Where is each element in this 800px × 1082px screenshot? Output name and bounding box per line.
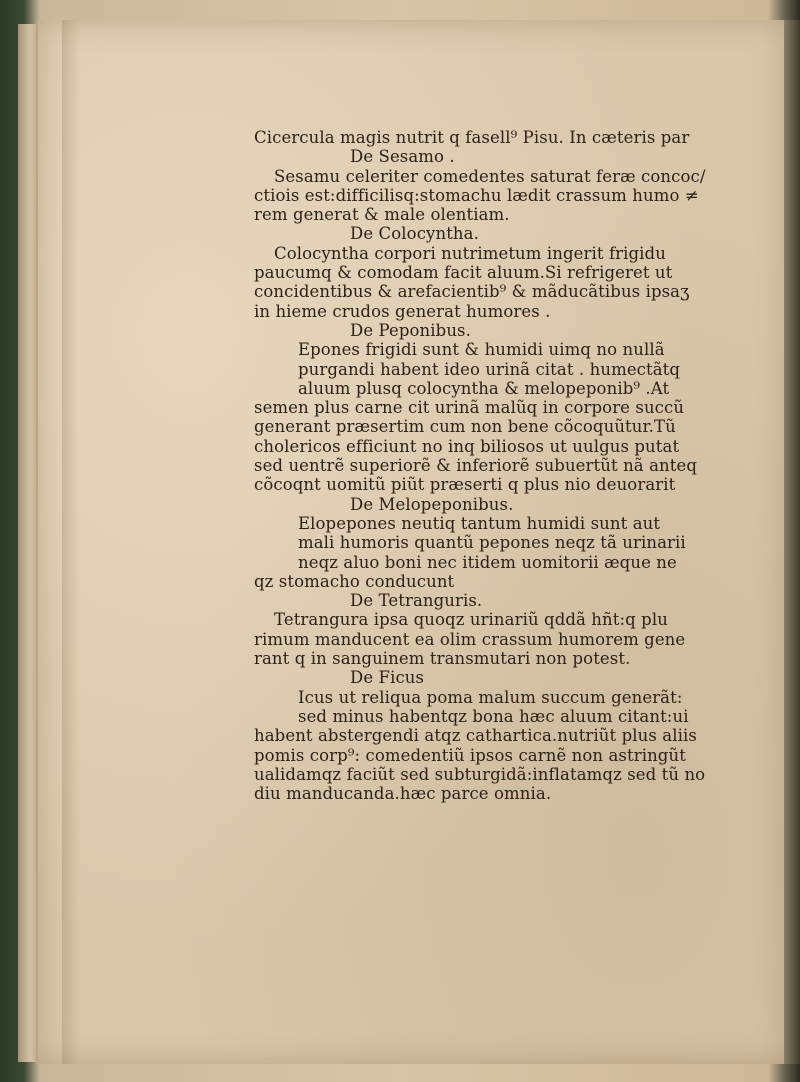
- text-line: generant præsertim cum non bene cõcoquũtur.Tũ: [254, 417, 676, 437]
- text-line: sed minus habentqz bona hæc aluum citant:ui: [298, 706, 689, 726]
- page-edge-right: [784, 20, 800, 1064]
- page-text-block: [254, 128, 714, 803]
- text-line: purgandi habent ideo urinã citat . humectãtq: [298, 359, 681, 379]
- section-heading: De Tetranguris.: [350, 591, 483, 611]
- page-edge-left: [18, 24, 38, 1062]
- text-line: concidentibus & arefacientib⁹ & mãducãtibus ipsaʒ: [254, 282, 690, 302]
- text-line: semen plus carne cit urinã malũq in corpore succũ: [254, 398, 685, 418]
- text-line: qz stomacho conducunt: [254, 571, 455, 591]
- section-heading: De Peponibus.: [350, 320, 471, 340]
- page-gutter-shadow: [62, 20, 80, 1064]
- text-line: cõcoqnt uomitũ piũt præserti q plus nio deuorarit: [254, 475, 676, 495]
- text-line: rimum manducent ea olim crassum humorem gene: [254, 629, 686, 649]
- text-line: Colocyntha corpori nutrimetum ingerit frigidu: [274, 243, 666, 263]
- text-line: mali humoris quantũ pepones neqz tã urinarii: [298, 533, 686, 553]
- text-line: Icus ut reliqua poma malum succum generãt:: [298, 687, 683, 707]
- text-line: Elopepones neutiq tantum humidi sunt aut: [298, 513, 661, 533]
- text-line: rant q in sanguinem transmutari non potest.: [254, 649, 631, 669]
- text-line: Sesamu celeriter comedentes saturat feræ concoc/: [274, 166, 706, 186]
- text-line: sed uentrẽ superiorẽ & inferiorẽ subuertũt nã anteq: [254, 456, 698, 476]
- text-line: Tetrangura ipsa quoqz urinariũ qddã hñt:q plu: [274, 610, 668, 630]
- text-line: in hieme crudos generat humores .: [254, 301, 551, 321]
- text-line: aluum plusq colocyntha & melopeponib⁹ .At: [298, 378, 670, 398]
- text-line: pomis corp⁹: comedentiũ ipsos carnẽ non astringũt: [254, 745, 686, 765]
- text-line: cholericos efficiunt no inq biliosos ut uulgus putat: [254, 436, 680, 456]
- text-line: rem generat & male olentiam.: [254, 205, 510, 225]
- section-heading: De Sesamo .: [350, 147, 455, 167]
- text-line: Epones frigidi sunt & humidi uimq no nullã: [298, 340, 665, 360]
- text-line: Cicercula magis nutrit q fasell⁹ Pisu. In cæteris par: [254, 128, 690, 147]
- section-heading: De Melopeponibus.: [350, 494, 514, 514]
- section-heading: De Colocyntha.: [350, 224, 479, 244]
- text-line: diu manducanda.hæc parce omnia.: [254, 784, 552, 804]
- section-heading: De Ficus: [350, 668, 425, 688]
- text-line: neqz aluo boni nec itidem uomitorii æque ne: [298, 552, 677, 572]
- text-line: habent abstergendi atqz cathartica.nutriũt plus aliis: [254, 726, 697, 746]
- text-line: ualidamqz faciũt sed subturgidã:inflatamqz sed tũ no: [254, 764, 706, 784]
- text-line: paucumq & comodam facit aluum.Si refrigeret ut: [254, 263, 673, 283]
- text-line: ctiois est:difficilisq:stomachu lædit crassum humo ≠: [254, 185, 699, 205]
